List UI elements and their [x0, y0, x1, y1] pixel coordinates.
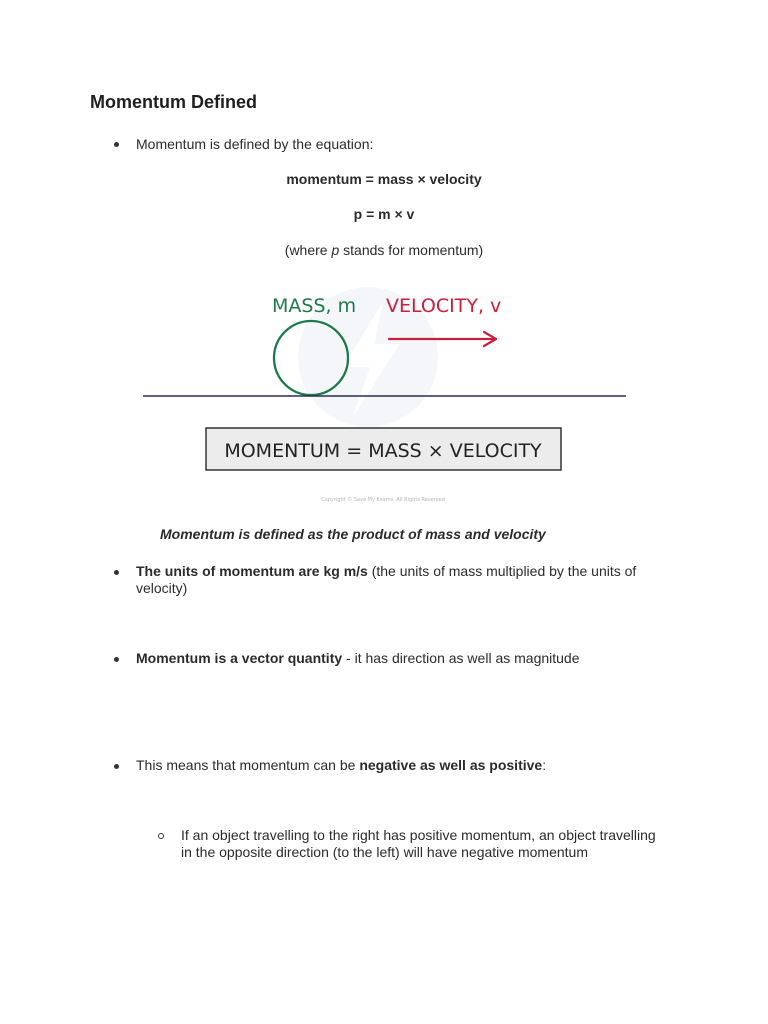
bullet-point: [114, 764, 119, 769]
sign-pre: This means that momentum can be: [136, 757, 360, 773]
sub-bullet-text-direction: [181, 827, 656, 861]
units-rest-line2: velocity): [136, 580, 188, 596]
velocity-label: VELOCITY, v: [386, 295, 502, 317]
bullet-point: [114, 657, 119, 662]
equation-symbols: p = m × v: [353, 206, 415, 222]
bullet-text-sign: [136, 757, 546, 774]
equation-note-post: stands for momentum): [339, 242, 484, 258]
direction-line2: in the opposite direction (to the left) will have negative momentum: [181, 844, 588, 860]
equation-note: [0, 242, 768, 259]
equation-note-pre: (where: [284, 242, 332, 258]
equation-box-text: MOMENTUM = MASS × VELOCITY: [224, 440, 542, 462]
bullet-text-units: [136, 563, 696, 597]
page-heading: Momentum Defined: [90, 92, 258, 112]
sub-bullet-point: [158, 833, 164, 839]
figure-caption: Momentum is defined as the product of mass and velocity: [160, 526, 546, 542]
equation-note-variable: p: [331, 242, 340, 258]
momentum-diagram: [138, 282, 638, 512]
bullet-point: [114, 142, 119, 147]
vector-bold: Momentum is a vector quantity: [136, 650, 343, 666]
units-rest: (the units of mass multiplied by the units of: [367, 563, 637, 579]
copyright-notice: Copyright © Save My Exams. All Rights Reserved: [321, 497, 445, 503]
equation-words: momentum = mass × velocity: [286, 171, 482, 187]
mass-label: MASS, m: [272, 295, 357, 317]
bullet-point: [114, 570, 119, 575]
bullet-text-equation-intro: Momentum is defined by the equation:: [136, 136, 374, 152]
vector-rest: - it has direction as well as magnitude: [342, 650, 580, 666]
sign-post: :: [542, 757, 547, 773]
units-bold: The units of momentum are kg m/s: [136, 563, 368, 579]
bullet-text-vector: [136, 650, 580, 667]
sign-bold: negative as well as positive: [359, 757, 543, 773]
direction-line1: If an object travelling to the right has positive momentum, an object travelling: [181, 827, 656, 843]
